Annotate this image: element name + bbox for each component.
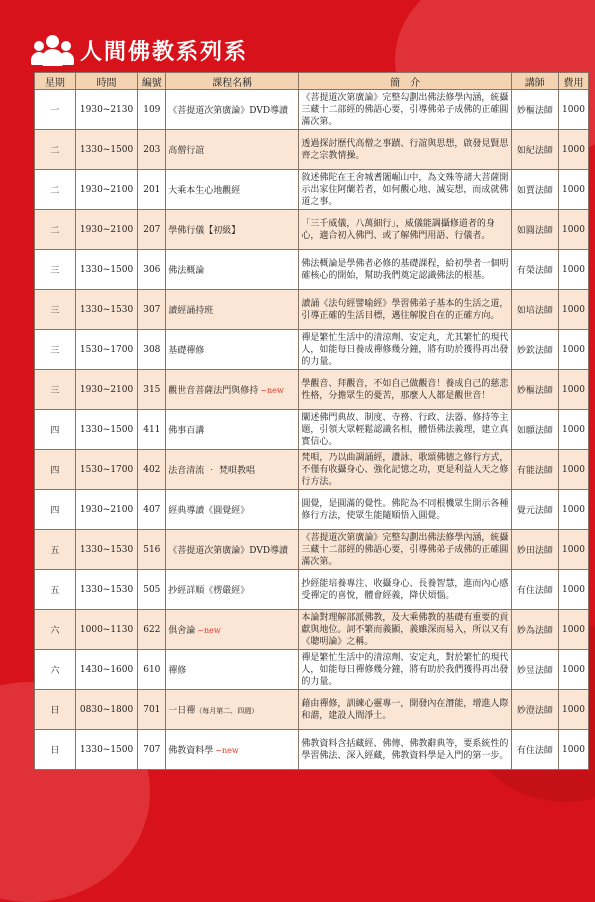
cell-teacher: 如培法師 bbox=[511, 290, 558, 330]
course-schedule-note: （每月第二、四週） bbox=[195, 707, 259, 715]
cell-description: 《菩提道次第廣論》完整勾劃出佛法修學內涵，統攝三藏十二部經的佛語心要，引導佛弟子成佛的正確圓滿次第。 bbox=[299, 90, 511, 130]
table-row bbox=[35, 210, 589, 250]
cell-time: 1930~2130 bbox=[75, 90, 138, 130]
cell-time: 1930~2100 bbox=[75, 210, 138, 250]
cell-code: 308 bbox=[138, 330, 166, 370]
cell-code: 402 bbox=[138, 450, 166, 490]
cell-description: 「三千威儀，八萬細行」，威儀能調攝修道者的身心，適合初入佛門、或了解佛門用語、行儀者。 bbox=[299, 210, 511, 250]
table-row bbox=[35, 610, 589, 650]
cell-teacher: 有住法師 bbox=[511, 730, 558, 770]
cell-fee: 1000 bbox=[559, 690, 589, 730]
course-name: 觀世音菩薩法門與修持 bbox=[168, 386, 259, 396]
cell-code: 505 bbox=[138, 570, 166, 610]
cell-code: 306 bbox=[138, 250, 166, 290]
page-header bbox=[30, 30, 248, 70]
cell-fee: 1000 bbox=[559, 290, 589, 330]
people-group-icon bbox=[30, 33, 74, 67]
cell-fee: 1000 bbox=[559, 570, 589, 610]
cell-teacher: 有榮法師 bbox=[511, 250, 558, 290]
cell-fee: 1000 bbox=[559, 330, 589, 370]
header-teacher: 講師 bbox=[511, 73, 558, 90]
cell-description: 《菩提道次第廣論》完整勾劃出佛法修學內涵，統攝三藏十二部經的佛語心要，引導佛弟子成佛的正確圓滿次第。 bbox=[299, 530, 511, 570]
cell-teacher: 如賈法師 bbox=[511, 170, 558, 210]
cell-description: 抄經能培養專注、收攝身心、長養智慧，進而內心感受禪定的喜悅，體會經義，降伏煩惱。 bbox=[299, 570, 511, 610]
cell-fee: 1000 bbox=[559, 210, 589, 250]
cell-code: 307 bbox=[138, 290, 166, 330]
cell-time: 1330~1500 bbox=[75, 730, 138, 770]
cell-teacher: 妙田法師 bbox=[511, 530, 558, 570]
cell-time: 1330~1500 bbox=[75, 250, 138, 290]
cell-fee: 1000 bbox=[559, 410, 589, 450]
course-name: 經典導讀《圓覺經》 bbox=[168, 506, 250, 516]
cell-code: 411 bbox=[138, 410, 166, 450]
course-name: 抄經詳順《楞嚴經》 bbox=[168, 586, 250, 596]
table-row bbox=[35, 330, 589, 370]
cell-description: 敘述佛陀在王舍城耆闍崛山中，為文殊等諸大菩薩開示出家住阿蘭若者，如何觀心地、滅妄想，而成就佛道之事。 bbox=[299, 170, 511, 210]
cell-code: 516 bbox=[138, 530, 166, 570]
header-time: 時間 bbox=[75, 73, 138, 90]
cell-teacher: 有住法師 bbox=[511, 570, 558, 610]
cell-fee: 1000 bbox=[559, 250, 589, 290]
cell-code: 707 bbox=[138, 730, 166, 770]
course-name: 俱舍論 bbox=[168, 626, 196, 636]
cell-fee: 1000 bbox=[559, 490, 589, 530]
new-course-badge: ~new bbox=[197, 626, 221, 635]
course-name: 佛法概論 bbox=[168, 266, 205, 276]
cell-description: 佛教資料含括藏經、佛傳、佛教辭典等，要系統性的學習佛法、深入經藏，佛教資料學是入門的第一步。 bbox=[299, 730, 511, 770]
cell-time: 1530~1700 bbox=[75, 450, 138, 490]
cell-description: 學觀音、拜觀音，不如自己做觀音！養成自己的慈悲性格，分擔眾生的憂苦，那麼人人都是觀世音！ bbox=[299, 370, 511, 410]
cell-course bbox=[166, 730, 299, 770]
cell-description: 禪是繁忙生活中的清涼劑、安定丸，對於繁忙的現代人，如能每日禪修幾分鐘，將有助於我們獲得再出發的力量。 bbox=[299, 650, 511, 690]
course-name: 學佛行儀【初級】 bbox=[168, 226, 241, 236]
cell-fee: 1000 bbox=[559, 90, 589, 130]
table-row bbox=[35, 570, 589, 610]
cell-course bbox=[166, 530, 299, 570]
cell-day: 三 bbox=[35, 290, 76, 330]
cell-fee: 1000 bbox=[559, 650, 589, 690]
course-name: 《菩提道次第廣論》DVD導讀 bbox=[168, 546, 289, 556]
course-name: 佛事百講 bbox=[168, 426, 205, 436]
course-name: 高僧行誼 bbox=[168, 146, 205, 156]
cell-teacher: 有能法師 bbox=[511, 450, 558, 490]
course-name: 禪修 bbox=[168, 666, 187, 676]
cell-day: 二 bbox=[35, 130, 76, 170]
cell-course bbox=[166, 610, 299, 650]
cell-fee: 1000 bbox=[559, 170, 589, 210]
cell-course bbox=[166, 490, 299, 530]
course-name: 佛教資料學 bbox=[168, 746, 214, 756]
cell-description: 透過探討歷代高僧之事蹟、行誼與思想，啟發見賢思齊之宗教情操。 bbox=[299, 130, 511, 170]
table-row bbox=[35, 130, 589, 170]
cell-fee: 1000 bbox=[559, 610, 589, 650]
cell-day: 五 bbox=[35, 570, 76, 610]
new-course-badge: ~new bbox=[215, 746, 239, 755]
table-header-row bbox=[35, 73, 589, 90]
header-description: 簡 介 bbox=[299, 73, 511, 90]
table-row bbox=[35, 290, 589, 330]
cell-course bbox=[166, 650, 299, 690]
cell-day: 三 bbox=[35, 330, 76, 370]
cell-time: 1330~1500 bbox=[75, 130, 138, 170]
table-row bbox=[35, 90, 589, 130]
course-name: 大乘本生心地觀經 bbox=[168, 186, 241, 196]
cell-code: 622 bbox=[138, 610, 166, 650]
cell-teacher: 妙樞法師 bbox=[511, 90, 558, 130]
table-row bbox=[35, 450, 589, 490]
cell-time: 1430~1600 bbox=[75, 650, 138, 690]
cell-time: 1330~1500 bbox=[75, 410, 138, 450]
header-course: 課程名稱 bbox=[166, 73, 299, 90]
cell-day: 日 bbox=[35, 690, 76, 730]
cell-time: 1930~2100 bbox=[75, 370, 138, 410]
cell-code: 109 bbox=[138, 90, 166, 130]
cell-description: 藉由禪修，訓練心靈專一，開發內在潛能，增進人際和諧，建設人間淨土。 bbox=[299, 690, 511, 730]
cell-time: 1000~1130 bbox=[75, 610, 138, 650]
cell-teacher: 妙欽法師 bbox=[511, 330, 558, 370]
cell-fee: 1000 bbox=[559, 370, 589, 410]
cell-description: 讀誦《法句經譬喻經》學習佛弟子基本的生活之道，引導正確的生活目標，邁往解脫自在的正確方向。 bbox=[299, 290, 511, 330]
cell-time: 1930~2100 bbox=[75, 170, 138, 210]
table-row bbox=[35, 490, 589, 530]
cell-day: 一 bbox=[35, 90, 76, 130]
cell-day: 日 bbox=[35, 730, 76, 770]
cell-time: 1330~1530 bbox=[75, 530, 138, 570]
cell-fee: 1000 bbox=[559, 730, 589, 770]
header-code: 編號 bbox=[138, 73, 166, 90]
cell-course bbox=[166, 570, 299, 610]
table-row bbox=[35, 690, 589, 730]
cell-time: 0830~1800 bbox=[75, 690, 138, 730]
cell-description: 闡述佛門典故、制度、寺務、行政、法器、修持等主題，引領大眾輕鬆認識名相，體悟佛法義理，建立真實信心。 bbox=[299, 410, 511, 450]
course-name: 法音清流 ‧ 梵唄教唱 bbox=[168, 466, 255, 476]
cell-course bbox=[166, 450, 299, 490]
table-row bbox=[35, 170, 589, 210]
cell-time: 1330~1530 bbox=[75, 570, 138, 610]
cell-day: 五 bbox=[35, 530, 76, 570]
cell-teacher: 如願法師 bbox=[511, 410, 558, 450]
cell-course bbox=[166, 290, 299, 330]
cell-code: 315 bbox=[138, 370, 166, 410]
cell-teacher: 如圓法師 bbox=[511, 210, 558, 250]
cell-course bbox=[166, 210, 299, 250]
cell-description: 梵唄，乃以曲調誦經，讚詠、歌頌佛德之修行方式，不僅有收攝身心、強化記憶之功，更是利益人天之修行方法。 bbox=[299, 450, 511, 490]
cell-time: 1530~1700 bbox=[75, 330, 138, 370]
cell-code: 610 bbox=[138, 650, 166, 690]
page-title: 人間佛教系列系 bbox=[80, 39, 249, 65]
cell-course bbox=[166, 90, 299, 130]
cell-code: 207 bbox=[138, 210, 166, 250]
cell-day: 四 bbox=[35, 490, 76, 530]
table-row bbox=[35, 370, 589, 410]
cell-description: 圓覺，是圓滿的覺性。佛陀為不同根機眾生開示各種修行方法，使眾生能隨順悟入圓覺。 bbox=[299, 490, 511, 530]
cell-code: 701 bbox=[138, 690, 166, 730]
cell-course bbox=[166, 330, 299, 370]
new-course-badge: ~new bbox=[260, 386, 284, 395]
cell-day: 四 bbox=[35, 410, 76, 450]
cell-day: 六 bbox=[35, 610, 76, 650]
cell-description: 本論對理解部派佛教，及大乘佛教的基礎有重要的貢獻與地位。詞不繁而義顯，義雖深而易入，所以又有《聰明論》之稱。 bbox=[299, 610, 511, 650]
table-row bbox=[35, 730, 589, 770]
cell-course bbox=[166, 130, 299, 170]
cell-teacher: 妙為法師 bbox=[511, 610, 558, 650]
cell-code: 203 bbox=[138, 130, 166, 170]
cell-fee: 1000 bbox=[559, 130, 589, 170]
cell-teacher: 覺元法師 bbox=[511, 490, 558, 530]
cell-description: 禪是繁忙生活中的清涼劑、安定丸，尤其繁忙的現代人，如能每日養成禪修幾分鐘，將有助於獲得再出發的力量。 bbox=[299, 330, 511, 370]
cell-day: 三 bbox=[35, 250, 76, 290]
cell-course bbox=[166, 170, 299, 210]
cell-teacher: 妙澄法師 bbox=[511, 690, 558, 730]
course-name: 讀經誦持班 bbox=[168, 306, 214, 316]
header-day: 星期 bbox=[35, 73, 76, 90]
table-row bbox=[35, 650, 589, 690]
table-row bbox=[35, 250, 589, 290]
cell-fee: 1000 bbox=[559, 450, 589, 490]
cell-day: 二 bbox=[35, 170, 76, 210]
course-schedule-table bbox=[34, 72, 589, 770]
cell-fee: 1000 bbox=[559, 530, 589, 570]
cell-description: 佛法概論是學佛者必修的基礎課程，給初學者一個明確核心的開始，幫助我們奠定認識佛法的根基。 bbox=[299, 250, 511, 290]
cell-time: 1330~1530 bbox=[75, 290, 138, 330]
cell-course bbox=[166, 410, 299, 450]
cell-day: 三 bbox=[35, 370, 76, 410]
cell-course bbox=[166, 370, 299, 410]
cell-course bbox=[166, 690, 299, 730]
table-row bbox=[35, 410, 589, 450]
header-fee: 費用 bbox=[559, 73, 589, 90]
cell-day: 四 bbox=[35, 450, 76, 490]
cell-code: 407 bbox=[138, 490, 166, 530]
cell-code: 201 bbox=[138, 170, 166, 210]
cell-teacher: 妙樞法師 bbox=[511, 370, 558, 410]
cell-teacher: 如紀法師 bbox=[511, 130, 558, 170]
cell-day: 六 bbox=[35, 650, 76, 690]
course-name: 一日禪 bbox=[168, 706, 196, 716]
course-name: 基礎禪修 bbox=[168, 346, 205, 356]
cell-time: 1930~2100 bbox=[75, 490, 138, 530]
course-name: 《菩提道次第廣論》DVD導讀 bbox=[168, 106, 289, 116]
cell-course bbox=[166, 250, 299, 290]
cell-teacher: 妙昱法師 bbox=[511, 650, 558, 690]
cell-day: 二 bbox=[35, 210, 76, 250]
table-row bbox=[35, 530, 589, 570]
